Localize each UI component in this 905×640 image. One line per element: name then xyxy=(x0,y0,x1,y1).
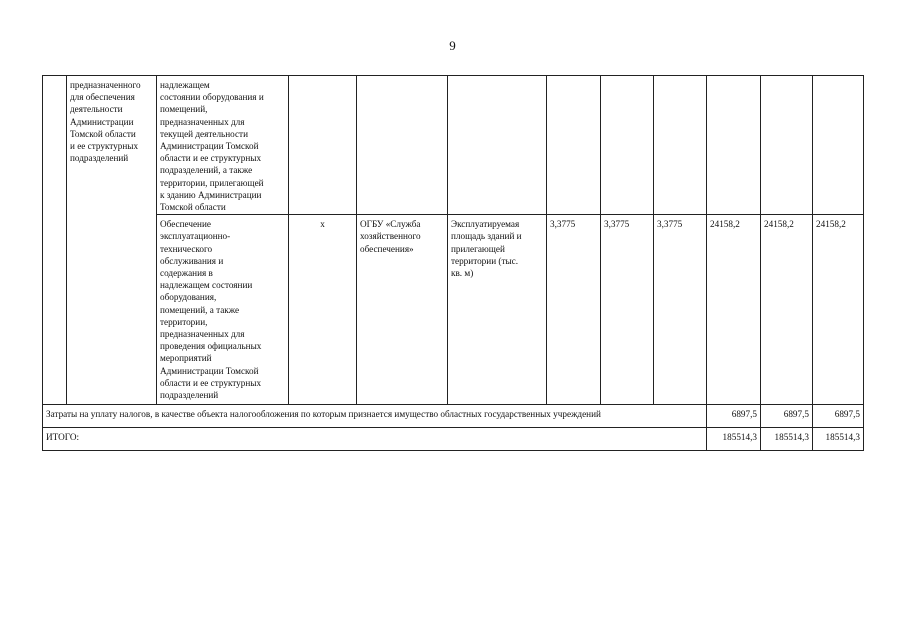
cost-value-cell: 24158,2 xyxy=(813,215,864,405)
taxes-value-cell: 6897,5 xyxy=(813,405,864,428)
executor-cell: ОГБУ «Служба хозяйственного обеспечения» xyxy=(357,215,448,405)
value-cell xyxy=(547,76,601,215)
page-number: 9 xyxy=(449,38,456,53)
total-label-cell: ИТОГО: xyxy=(43,428,707,451)
table-row-maintenance xyxy=(43,215,864,405)
table-row-continuation xyxy=(43,76,864,215)
indicator-value-cell: 3,3775 xyxy=(547,215,601,405)
taxes-value-cell: 6897,5 xyxy=(761,405,813,428)
taxes-label-cell: Затраты на уплату налогов, в качестве объекта налогообложения по которым признается имущество областных государственных учреждений xyxy=(43,405,707,428)
executor-cell xyxy=(357,76,448,215)
cost-value-cell: 24158,2 xyxy=(707,215,761,405)
value-cell xyxy=(761,76,813,215)
cost-value-cell: 24158,2 xyxy=(761,215,813,405)
indicator-cell: Эксплуатируемая площадь зданий и прилегающей территории (тыс. кв. м) xyxy=(448,215,547,405)
total-value-cell: 185514,3 xyxy=(813,428,864,451)
description-cell: Обеспечение эксплуатационно- технического обслуживания и содержания в надлежащем состоянии оборудования, помещений, а также территории, предназначенных для проведения официальных мероприятий Администрации Томской области и ее структурных подразделений xyxy=(157,215,289,405)
total-value-cell: 185514,3 xyxy=(707,428,761,451)
description-cell: надлежащем состоянии оборудования и помещений, предназначенных для текущей деятельности Администрации Томской области и ее структурных подразделений, а также территории, прилегающей к зданию Администрации Томской области xyxy=(157,76,289,215)
value-cell xyxy=(601,76,654,215)
table-row-total xyxy=(43,428,864,451)
total-value-cell: 185514,3 xyxy=(761,428,813,451)
indicator-cell xyxy=(448,76,547,215)
taxes-value-cell: 6897,5 xyxy=(707,405,761,428)
purpose-cell: предназначенного для обеспечения деятельности Администрации Томской области и ее структурных подразделений xyxy=(67,76,157,405)
indicator-value-cell: 3,3775 xyxy=(601,215,654,405)
indicator-value-cell: 3,3775 xyxy=(654,215,707,405)
value-cell xyxy=(654,76,707,215)
table-row-taxes xyxy=(43,405,864,428)
value-cell xyxy=(707,76,761,215)
expenses-table xyxy=(42,75,864,451)
mark-cell: х xyxy=(289,215,357,405)
value-cell xyxy=(813,76,864,215)
number-cell xyxy=(43,76,67,405)
mark-cell xyxy=(289,76,357,215)
